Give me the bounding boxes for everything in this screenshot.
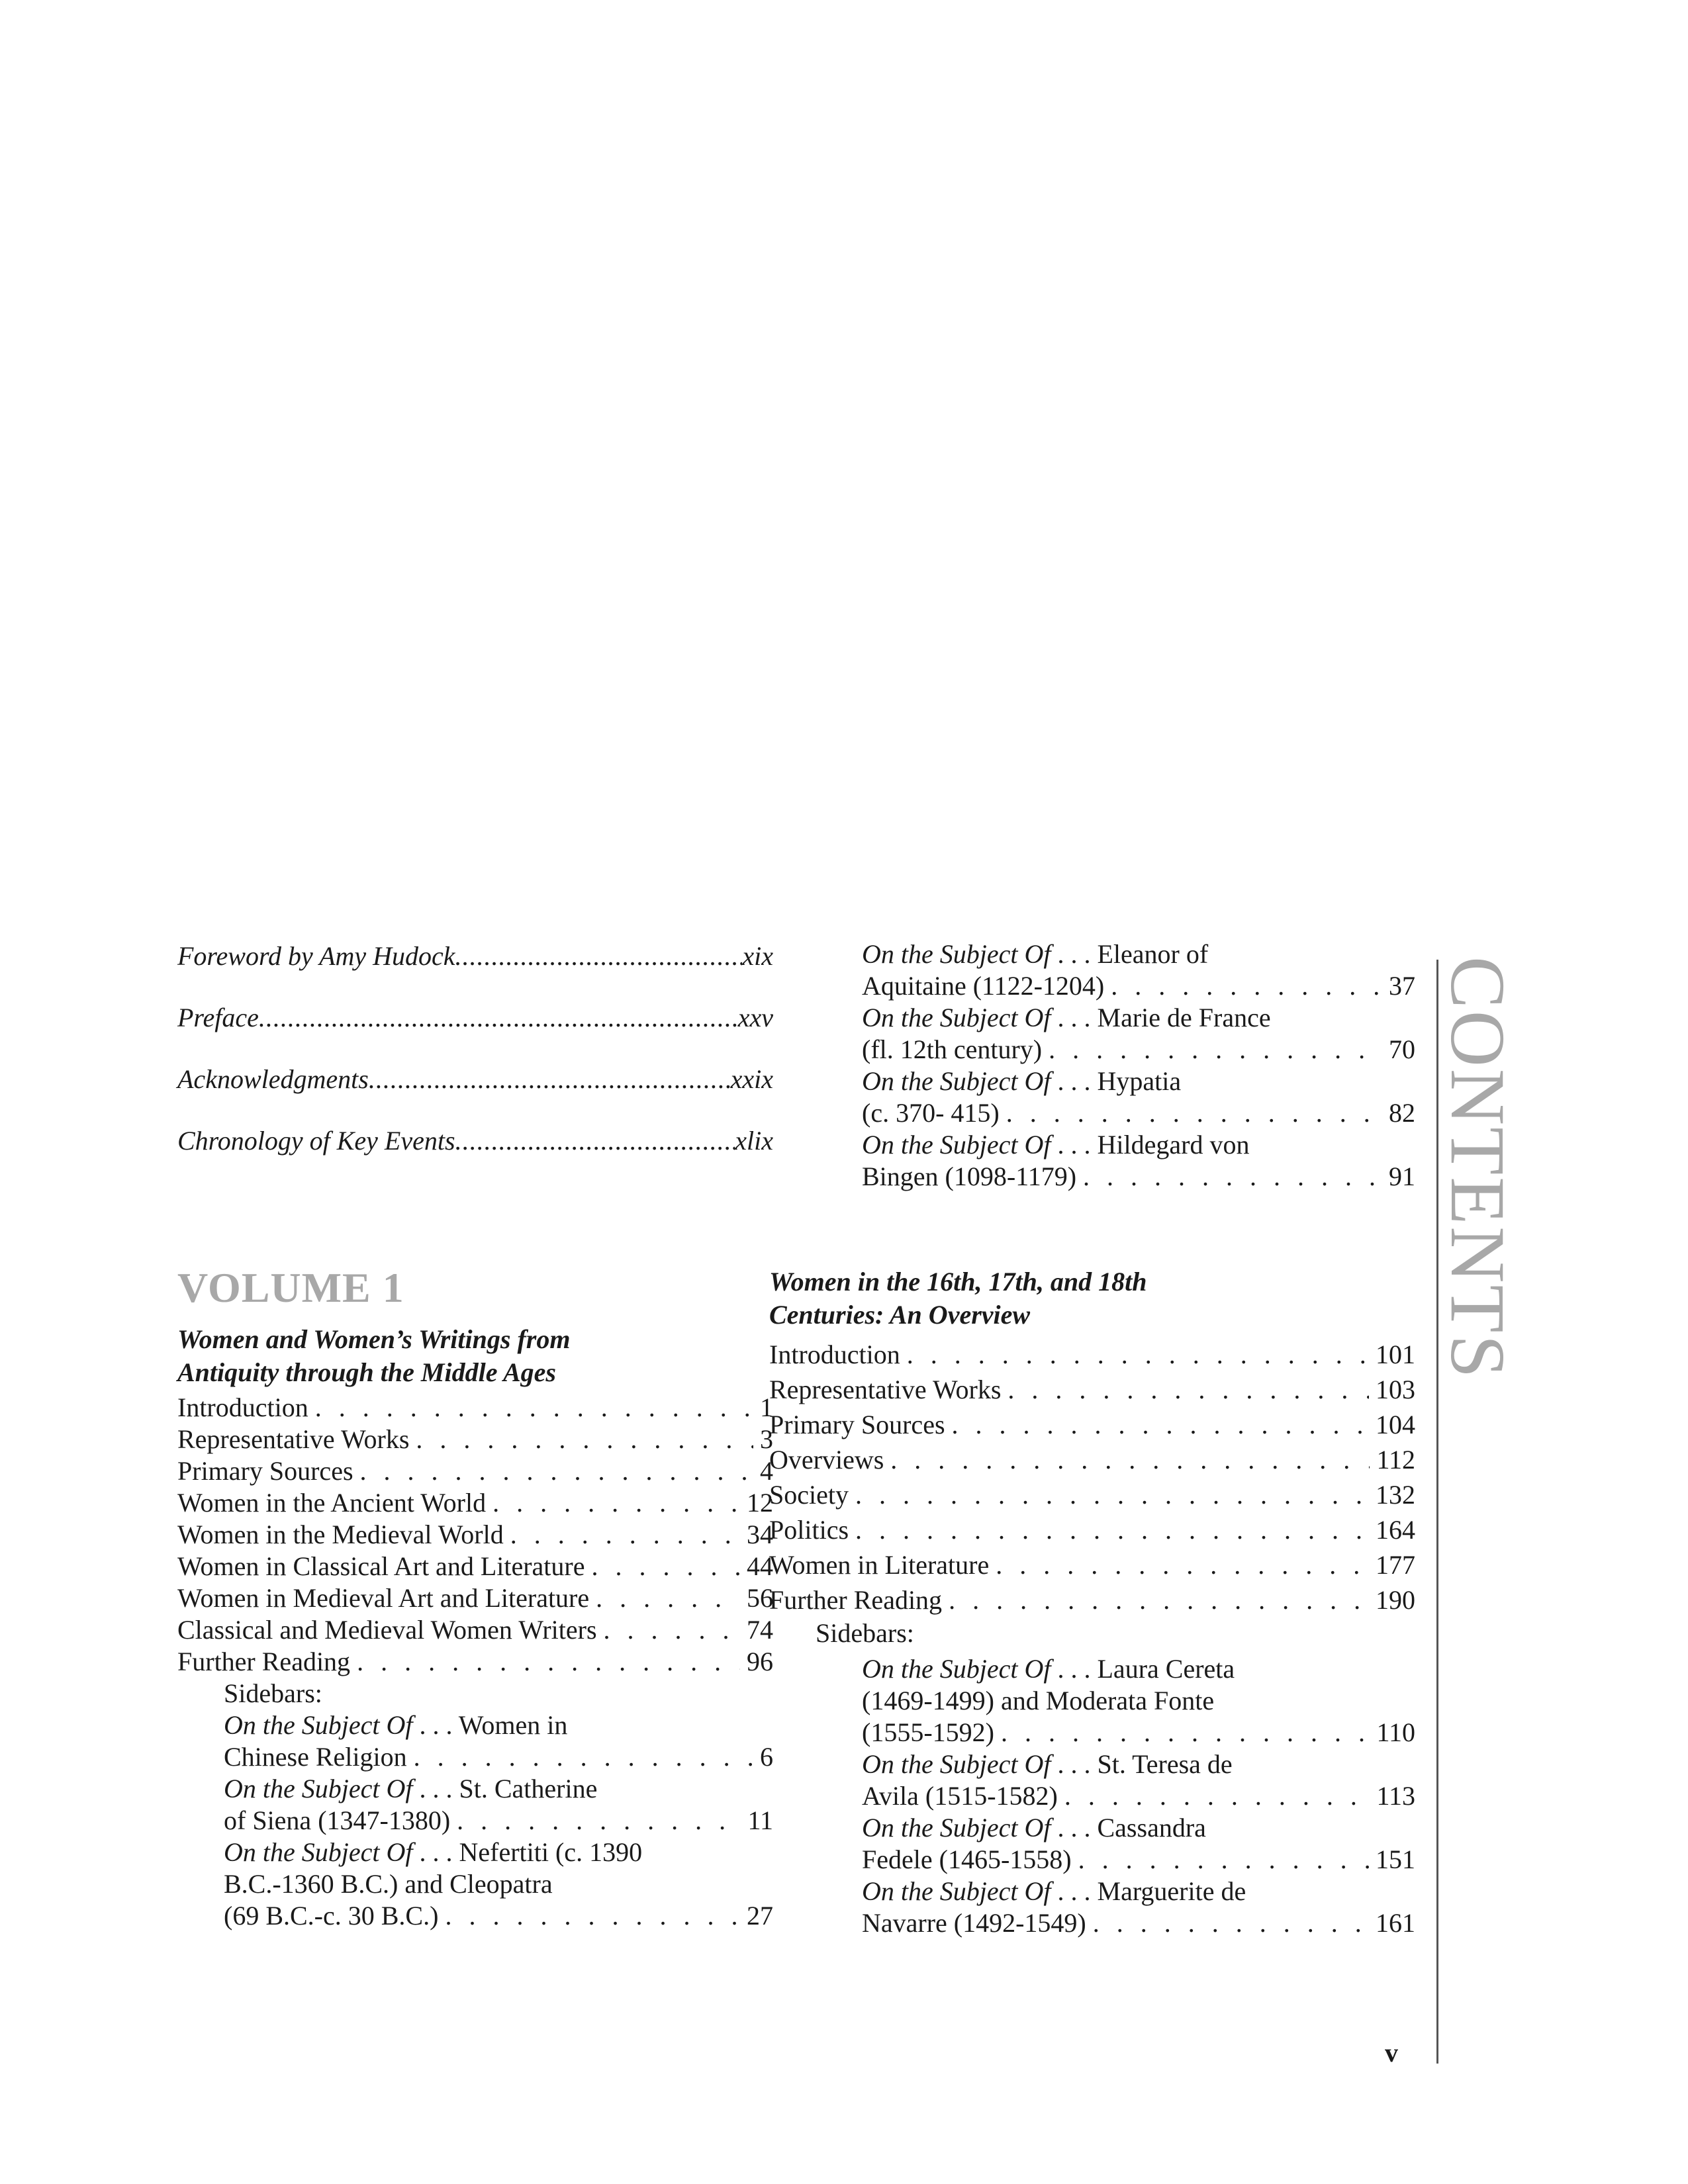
sidebar-page: 27 xyxy=(747,1901,773,1931)
dot-leader xyxy=(949,1582,1369,1617)
toc-entry[interactable] xyxy=(177,1614,773,1646)
entry-page: 44 xyxy=(747,1551,773,1581)
entry-title: Women in Literature xyxy=(769,1550,990,1580)
entry-title: Primary Sources xyxy=(177,1456,353,1486)
dot-leader xyxy=(414,1741,753,1773)
dot-leader xyxy=(1083,1161,1382,1193)
toc-entry[interactable] xyxy=(769,1337,1415,1372)
entry-page: 34 xyxy=(747,1520,773,1549)
sidebar-last-line xyxy=(224,1900,773,1932)
entry-title: Overviews xyxy=(769,1445,884,1475)
entry-title: Further Reading xyxy=(177,1647,351,1676)
sidebar-page: 11 xyxy=(747,1805,773,1835)
sidebar-prefix: On the Subject Of xyxy=(862,1654,1051,1684)
section-heading-line: Antiquity through the Middle Ages xyxy=(177,1357,556,1387)
sidebar-page: 6 xyxy=(760,1742,773,1772)
sidebar-first-line xyxy=(862,1653,1415,1685)
sidebar-last-line xyxy=(862,970,1415,1002)
sidebar-page: 91 xyxy=(1389,1161,1415,1191)
front-matter-title: Foreword by Amy Hudock xyxy=(177,941,455,971)
sidebar-subject: St. Catherine xyxy=(459,1774,598,1803)
dot-leader xyxy=(457,1805,741,1837)
dot-leader xyxy=(952,1407,1369,1442)
dot-leader xyxy=(259,1002,738,1033)
dot-leader xyxy=(492,1487,740,1519)
entry-page: 74 xyxy=(747,1615,773,1645)
sidebar-subject: Marie de France xyxy=(1097,1003,1271,1032)
dot-leader xyxy=(445,1900,740,1932)
dot-leader xyxy=(510,1519,740,1551)
entry-page: 190 xyxy=(1376,1585,1415,1615)
sidebar-subject-cont: Navarre (1492-1549) xyxy=(862,1908,1086,1938)
sidebar-last-line xyxy=(862,1907,1415,1939)
front-matter-title: Acknowledgments xyxy=(177,1064,369,1094)
toc-entry[interactable] xyxy=(177,1487,773,1519)
toc-entry[interactable] xyxy=(177,1392,773,1424)
dot-leader xyxy=(315,1392,753,1424)
sidebar-ellipsis: . . . xyxy=(1051,1066,1098,1096)
sidebar-subject: Eleanor of xyxy=(1097,939,1209,969)
sidebar-prefix: On the Subject Of xyxy=(862,1003,1051,1032)
dot-leader xyxy=(1008,1372,1369,1407)
toc-left-column xyxy=(177,938,773,1932)
entry-page: 96 xyxy=(747,1647,773,1676)
front-matter-item[interactable] xyxy=(177,1000,773,1033)
sidebar-entry[interactable] xyxy=(177,1709,773,1773)
entry-title: Politics xyxy=(769,1515,849,1545)
dot-leader xyxy=(1111,970,1382,1002)
sidebars-label: Sidebars: xyxy=(224,1678,322,1708)
entry-page: 12 xyxy=(747,1488,773,1518)
sidebar-entry[interactable] xyxy=(816,1129,1415,1193)
dot-leader xyxy=(1064,1780,1370,1812)
front-matter-item[interactable] xyxy=(177,1123,773,1156)
dot-leader xyxy=(357,1646,740,1678)
sidebar-subject-cont: (c. 370- 415) xyxy=(862,1098,1000,1128)
sidebar-last-line xyxy=(862,1780,1415,1812)
section-heading-line: Centuries: An Overview xyxy=(769,1300,1031,1330)
sidebar-entry[interactable] xyxy=(177,1773,773,1837)
sidebar-subject-cont: Aquitaine (1122-1204) xyxy=(862,971,1105,1001)
sidebar-ellipsis: . . . xyxy=(412,1710,459,1740)
entry-title: Women in Medieval Art and Literature xyxy=(177,1583,590,1613)
sidebar-last-line xyxy=(862,1161,1415,1193)
sidebar-last-line xyxy=(224,1741,773,1773)
dot-leader xyxy=(360,1455,753,1487)
sidebar-ellipsis: . . . xyxy=(412,1837,459,1867)
sidebar-middle-line: B.C.-1360 B.C.) and Cleopatra xyxy=(224,1869,553,1899)
sidebar-first-line xyxy=(862,1129,1415,1161)
sidebar-subject: Cassandra xyxy=(1097,1813,1206,1843)
sidebar-page: 70 xyxy=(1389,1034,1415,1064)
sidebar-entry[interactable] xyxy=(816,1749,1415,1812)
sidebar-page: 82 xyxy=(1389,1098,1415,1128)
entry-title: Women in Classical Art and Literature xyxy=(177,1551,585,1581)
sidebar-subject-cont: Avila (1515-1582) xyxy=(862,1781,1058,1811)
sidebar-prefix: On the Subject Of xyxy=(862,1876,1051,1906)
sidebar-middle-line: (1469-1499) and Moderata Fonte xyxy=(862,1686,1215,1715)
entry-title: Classical and Medieval Women Writers xyxy=(177,1615,597,1645)
entry-page: 56 xyxy=(747,1583,773,1613)
sidebar-first-line xyxy=(862,1749,1415,1780)
front-matter-page: xxix xyxy=(730,1064,773,1094)
sidebar-prefix: On the Subject Of xyxy=(224,1837,413,1867)
toc-entry[interactable] xyxy=(769,1582,1415,1617)
sidebar-subject-cont: of Siena (1347-1380) xyxy=(224,1805,451,1835)
entry-page: 103 xyxy=(1376,1375,1415,1404)
sidebar-first-line xyxy=(224,1773,773,1805)
dot-leader xyxy=(369,1064,731,1095)
sidebar-subject: Women in xyxy=(458,1710,568,1740)
sidebar-prefix: On the Subject Of xyxy=(862,1130,1051,1160)
toc-entry[interactable] xyxy=(177,1551,773,1582)
sidebar-ellipsis: . . . xyxy=(1051,1654,1098,1684)
entry-page: 101 xyxy=(1376,1340,1415,1369)
toc-entry[interactable] xyxy=(769,1547,1415,1582)
dot-leader xyxy=(890,1442,1370,1477)
sidebar-last-line xyxy=(862,1717,1415,1749)
sidebar-ellipsis: . . . xyxy=(412,1774,459,1803)
sidebar-entry[interactable] xyxy=(816,1876,1415,1939)
toc-entry[interactable] xyxy=(177,1424,773,1455)
entry-title: Society xyxy=(769,1480,849,1510)
dot-leader xyxy=(416,1424,753,1455)
dot-leader xyxy=(855,1477,1369,1512)
sidebar-entry[interactable] xyxy=(816,1653,1415,1749)
sidebar-prefix: On the Subject Of xyxy=(224,1710,413,1740)
toc-entry[interactable] xyxy=(769,1372,1415,1407)
entry-title: Representative Works xyxy=(177,1424,410,1454)
page-number: v xyxy=(1385,2038,1398,2068)
dot-leader xyxy=(604,1614,740,1646)
entry-title: Women in the Medieval World xyxy=(177,1520,504,1549)
front-matter-page: xlix xyxy=(735,1126,773,1156)
section-entries xyxy=(769,1337,1415,1617)
dot-leader xyxy=(907,1337,1369,1372)
section-heading xyxy=(769,1265,1415,1332)
toc-entry[interactable] xyxy=(769,1407,1415,1442)
dot-leader xyxy=(996,1547,1369,1582)
sidebar-entry[interactable] xyxy=(816,1002,1415,1066)
section-heading-line: Women in the 16th, 17th, and 18th xyxy=(769,1267,1147,1297)
sidebar-ellipsis: . . . xyxy=(1051,1749,1098,1779)
dot-leader xyxy=(455,940,743,972)
front-matter-item[interactable] xyxy=(177,1062,773,1095)
volume-heading: VOLUME 1 xyxy=(177,1264,404,1311)
sidebar-ellipsis: . . . xyxy=(1051,1003,1098,1032)
sidebar-subject: St. Teresa de xyxy=(1097,1749,1233,1779)
sidebar-subject-cont: Bingen (1098-1179) xyxy=(862,1161,1077,1191)
entry-page: 164 xyxy=(1376,1515,1415,1545)
entry-page: 177 xyxy=(1376,1550,1415,1580)
sidebar-ellipsis: . . . xyxy=(1051,939,1098,969)
sidebar-subject-cont: (69 B.C.-c. 30 B.C.) xyxy=(224,1901,439,1931)
sidebar-first-line xyxy=(862,1066,1415,1097)
entry-title: Representative Works xyxy=(769,1375,1002,1404)
sidebar-subject-cont: Chinese Religion xyxy=(224,1742,407,1772)
toc-entry[interactable] xyxy=(177,1646,773,1678)
entry-page: 104 xyxy=(1376,1410,1415,1439)
sidebar-entry[interactable] xyxy=(816,938,1415,1002)
front-matter-page: xix xyxy=(742,941,773,971)
entry-page: 1 xyxy=(760,1392,773,1422)
dot-leader xyxy=(455,1125,735,1156)
dot-leader xyxy=(1078,1844,1369,1876)
sidebar-first-line xyxy=(224,1837,773,1868)
section-heading-line: Women and Women’s Writings from xyxy=(177,1324,571,1354)
front-matter-title: Chronology of Key Events xyxy=(177,1126,455,1156)
entry-title: Further Reading xyxy=(769,1585,943,1615)
sidebar-subject: Hildegard von xyxy=(1097,1130,1250,1160)
dot-leader xyxy=(596,1582,740,1614)
sidebar-last-line xyxy=(862,1097,1415,1129)
section-entries xyxy=(177,1392,773,1678)
sidebar-page: 161 xyxy=(1376,1908,1415,1938)
sidebar-last-line xyxy=(862,1034,1415,1066)
front-matter-title: Preface xyxy=(177,1003,259,1032)
sidebar-prefix: On the Subject Of xyxy=(862,1066,1051,1096)
sidebar-subject-cont: (fl. 12th century) xyxy=(862,1034,1043,1064)
sidebar-ellipsis: . . . xyxy=(1051,1876,1098,1906)
front-matter-list xyxy=(177,938,773,1156)
sidebar-last-line xyxy=(224,1805,773,1837)
sidebar-first-line xyxy=(862,1812,1415,1844)
sidebar-page: 37 xyxy=(1389,971,1415,1001)
spacer xyxy=(816,1193,1415,1265)
front-matter-page: xxv xyxy=(737,1003,773,1032)
sidebar-subject: Marguerite de xyxy=(1097,1876,1246,1906)
section-heading xyxy=(177,1323,773,1389)
toc-entry[interactable] xyxy=(177,1519,773,1551)
toc-entry[interactable] xyxy=(769,1512,1415,1547)
sidebar-page: 113 xyxy=(1376,1781,1415,1811)
dot-leader xyxy=(1001,1717,1370,1749)
sidebar-entry[interactable] xyxy=(816,1812,1415,1876)
entry-page: 3 xyxy=(760,1424,773,1454)
sidebar-subject-cont: (1555-1592) xyxy=(862,1717,994,1747)
sidebar-prefix: On the Subject Of xyxy=(862,939,1051,969)
sidebar-ellipsis: . . . xyxy=(1051,1813,1098,1843)
sidebar-ellipsis: . . . xyxy=(1051,1130,1098,1160)
sidebar-first-line xyxy=(862,1876,1415,1907)
dot-leader xyxy=(1049,1034,1382,1066)
entry-title: Introduction xyxy=(177,1392,308,1422)
sidebar-prefix: On the Subject Of xyxy=(224,1774,413,1803)
entry-page: 132 xyxy=(1376,1480,1415,1510)
entry-page: 112 xyxy=(1376,1445,1415,1475)
entry-title: Introduction xyxy=(769,1340,900,1369)
sidebar-entry[interactable] xyxy=(177,1837,773,1932)
dot-leader xyxy=(855,1512,1369,1547)
dot-leader xyxy=(1006,1097,1382,1129)
sidebar-entry[interactable] xyxy=(816,1066,1415,1129)
sidebar-first-line xyxy=(224,1709,773,1741)
sidebar-subject: Hypatia xyxy=(1097,1066,1182,1096)
toc-right-column xyxy=(769,938,1415,1939)
entry-title: Women in the Ancient World xyxy=(177,1488,487,1518)
sidebar-first-line xyxy=(862,938,1415,970)
sidebar-page: 151 xyxy=(1376,1844,1415,1874)
sidebar-page: 110 xyxy=(1376,1717,1415,1747)
sidebar-subject: Laura Cereta xyxy=(1097,1654,1235,1684)
toc-entry[interactable] xyxy=(177,1582,773,1614)
sidebar-subject-cont: Fedele (1465-1558) xyxy=(862,1844,1072,1874)
sidebar-prefix: On the Subject Of xyxy=(862,1749,1051,1779)
dot-leader xyxy=(1093,1907,1369,1939)
sidebar-last-line xyxy=(862,1844,1415,1876)
toc-entry[interactable] xyxy=(769,1442,1415,1477)
sidebar-first-line xyxy=(862,1002,1415,1034)
entry-page: 4 xyxy=(760,1456,773,1486)
front-matter-item[interactable] xyxy=(177,938,773,972)
contents-side-title: CONTENTS xyxy=(1434,956,1521,1381)
entry-title: Primary Sources xyxy=(769,1410,945,1439)
sidebar-prefix: On the Subject Of xyxy=(862,1813,1051,1843)
toc-entry[interactable] xyxy=(177,1455,773,1487)
sidebars-label: Sidebars: xyxy=(816,1618,914,1648)
toc-entry[interactable] xyxy=(769,1477,1415,1512)
sidebar-subject: Nefertiti (c. 1390 xyxy=(459,1837,643,1867)
dot-leader xyxy=(592,1551,741,1582)
